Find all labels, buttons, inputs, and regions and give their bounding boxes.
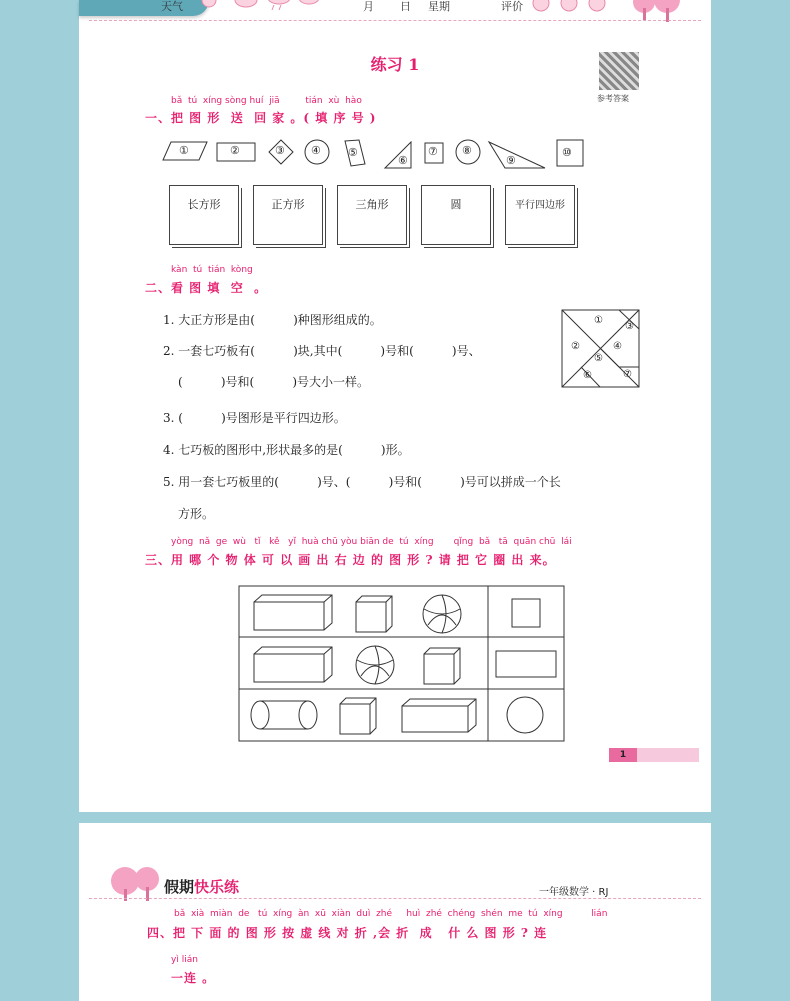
tangram-label: ⑦ bbox=[623, 369, 632, 380]
page-title: 练习 1 bbox=[370, 55, 420, 74]
cube-object bbox=[340, 698, 376, 734]
question-2-2-cont: ( )号和( )号大小一样。 bbox=[178, 375, 370, 389]
shape-number: ⑩ bbox=[562, 146, 572, 159]
section1-heading: 一、把 图 形 送 回 家 。( 填 序 号 ) bbox=[145, 111, 377, 125]
question-2-3: 3. ( )号图形是平行四边形。 bbox=[163, 411, 346, 425]
section2-pinyin: kàn tú tián kòng bbox=[171, 265, 253, 275]
category-card[interactable]: 长方形 bbox=[169, 185, 239, 245]
section4-pinyin-2: yì lián bbox=[171, 955, 198, 965]
weekday-label: 星期 bbox=[428, 0, 450, 13]
qr-code-icon[interactable] bbox=[599, 52, 639, 90]
shape-number: ③ bbox=[275, 144, 285, 157]
day-label: 日 bbox=[400, 0, 411, 13]
shape-number: ④ bbox=[311, 144, 321, 157]
target-shape-square bbox=[512, 599, 540, 627]
shape-number: ⑧ bbox=[462, 144, 472, 157]
brand-part2: 快乐练 bbox=[194, 878, 240, 896]
grade-label: 一年级数学 · RJ bbox=[539, 887, 609, 898]
question-2-1: 1. 大正方形是由( )种图形组成的。 bbox=[163, 313, 382, 327]
shape-number: ⑥ bbox=[398, 154, 408, 167]
cuboid-object bbox=[254, 647, 332, 682]
shape-number: ⑦ bbox=[428, 145, 438, 158]
tangram-labels bbox=[561, 309, 641, 389]
shape-number: ⑤ bbox=[348, 146, 358, 159]
shape-number: ② bbox=[230, 144, 240, 157]
ball-object bbox=[423, 595, 461, 633]
worksheet-page-1 bbox=[79, 0, 711, 812]
rating-label: 评价 bbox=[501, 0, 523, 13]
weather-label: 天气 bbox=[161, 0, 183, 13]
target-shape-circle bbox=[507, 697, 543, 733]
section1-pinyin: bǎ tú xíng sòng huí jiā tián xù hào bbox=[171, 96, 362, 106]
objects-table bbox=[238, 585, 566, 743]
tangram-label: ⑤ bbox=[594, 353, 603, 364]
shape-number-labels bbox=[159, 138, 599, 174]
cube-object bbox=[424, 648, 460, 684]
shape-number: ⑨ bbox=[506, 154, 516, 167]
tangram-label: ② bbox=[571, 341, 580, 352]
question-2-2: 2. 一套七巧板有( )块,其中( )号和( )号、 bbox=[163, 344, 481, 358]
tree-icon bbox=[109, 865, 165, 901]
worksheet-page-2 bbox=[79, 823, 711, 1001]
month-label: 月 bbox=[363, 0, 374, 13]
section4-heading-2: 一连 。 bbox=[171, 971, 216, 985]
ball-object bbox=[356, 646, 394, 684]
category-card[interactable]: 圆 bbox=[421, 185, 491, 245]
rating-faces-icon bbox=[531, 0, 611, 16]
question-2-5-cont: 方形。 bbox=[178, 507, 215, 521]
tangram-label: ③ bbox=[625, 321, 634, 332]
section3-pinyin: yòng nǎ ge wù tǐ kě yǐ huà chū yòu biān de tú xíng qǐng bǎ tā quān chū lái bbox=[171, 537, 572, 547]
corner-tab bbox=[79, 0, 209, 16]
cuboid-object bbox=[402, 699, 476, 732]
shape-number: ① bbox=[179, 144, 189, 157]
cylinder-object bbox=[251, 701, 317, 729]
tangram-label: ④ bbox=[613, 341, 622, 352]
category-card[interactable]: 平行四边形 bbox=[505, 185, 575, 245]
section4-heading: 四、把 下 面 的 图 形 按 虚 线 对 折 ,会 折 成 什 么 图 形 ? 连 bbox=[147, 926, 548, 940]
page-number: 1 bbox=[609, 748, 637, 762]
weather-icons bbox=[199, 0, 319, 14]
header-divider bbox=[89, 898, 701, 899]
header-divider bbox=[89, 20, 701, 21]
qr-caption: 参考答案 bbox=[597, 94, 629, 103]
category-card[interactable]: 三角形 bbox=[337, 185, 407, 245]
section4-pinyin: bǎ xià miàn de tú xíng àn xū xiàn duì zhé huì zhé chéng shén me tú xíng lián bbox=[174, 909, 608, 919]
page-number-badge bbox=[609, 748, 699, 762]
tangram-label: ⑥ bbox=[583, 370, 592, 381]
section2-heading: 二、看 图 填 空 。 bbox=[145, 281, 268, 295]
target-shape-rectangle bbox=[496, 651, 556, 677]
question-2-5: 5. 用一套七巧板里的( )号、( )号和( )号可以拼成一个长 bbox=[163, 475, 561, 489]
cube-object bbox=[356, 596, 392, 632]
brand-part1: 假期 bbox=[164, 878, 195, 896]
brand-title bbox=[164, 876, 239, 897]
category-card[interactable]: 正方形 bbox=[253, 185, 323, 245]
section3-heading: 三、用 哪 个 物 体 可 以 画 出 右 边 的 图 形 ? 请 把 它 圈 出 来。 bbox=[145, 553, 556, 567]
question-2-4: 4. 七巧板的图形中,形状最多的是( )形。 bbox=[163, 443, 410, 457]
tangram-label: ① bbox=[594, 315, 603, 326]
cuboid-object bbox=[254, 595, 332, 630]
